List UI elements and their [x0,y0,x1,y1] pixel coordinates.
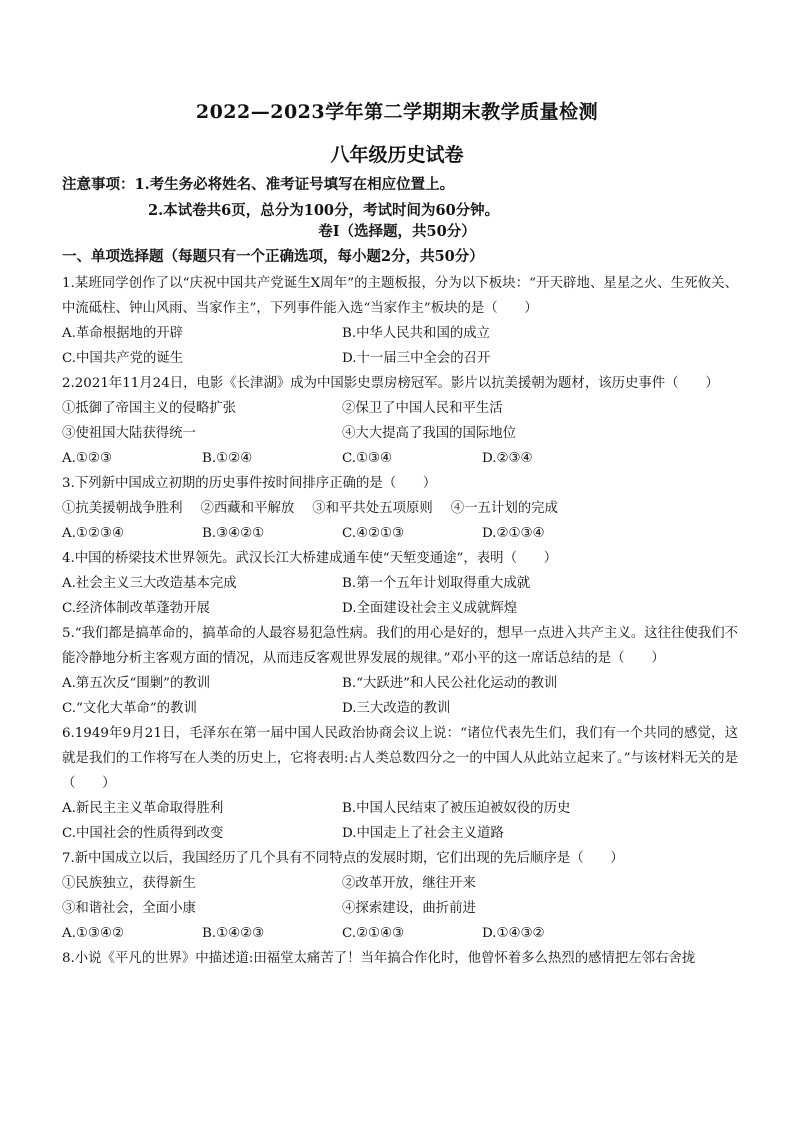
option-row [62,346,738,371]
question-stem: 5.“我们都是搞革命的，搞革命的人最容易犯急性病。我们的用心是好的，想早一点进入共产主义。这往往使我们不能冷静地分析主客观方面的情况，从而违反客观世界发展的规律。”邓小平的这一席话总结的是（ ） [62,626,738,666]
option-row [62,571,738,596]
exam-title: 2022—2023学年第二学期期末教学质量检测 [195,101,599,123]
option: A.革命根据地的开辟 [62,326,184,341]
statement-item: ④大大提高了我国的国际地位 [342,426,517,441]
option: B.中华人民共和国的成立 [342,326,491,341]
statement-item: ②保卫了中国人民和平生活 [342,401,503,416]
option-row [62,696,738,721]
option-row [62,596,738,621]
statement-item: ①抗美援朝战争胜利 [62,501,183,516]
option: D.三大改造的教训 [342,701,451,716]
option-row [62,671,738,696]
notes-label: 注意事项： [62,176,135,193]
option: B.①④②③ [202,926,265,941]
item-row [62,871,738,896]
section-heading: 一、单项选择题（每题只有一个正确选项，每小题2分，共50分） [62,248,484,265]
statement-item: ④一五计划的完成 [450,501,558,516]
option: A.①②③④ [62,526,124,541]
statement-item: ③和谐社会，全面小康 [62,901,196,916]
statement-item: ①民族独立，获得新生 [62,876,196,891]
option: A.①③④② [62,926,124,941]
option: D.②③④ [482,451,533,466]
option: A.新民主主义革命取得胜利 [62,801,224,816]
notes-line-2: 2.本试卷共6页，总分为100分，考试时间为60分钟。 [148,202,500,219]
option-row [62,821,738,846]
question-stem: 3.下列新中国成立初期的历史事件按时间排序正确的是（ ） [62,476,437,491]
option: C.中国社会的性质得到改变 [62,826,224,841]
option: C.中国共产党的诞生 [62,351,184,366]
exam-notes [62,172,499,224]
option: A.社会主义三大改造基本完成 [62,576,237,591]
item-row [62,396,738,421]
option: C.“文化大革命”的教训 [62,701,197,716]
item-row [62,496,738,521]
statement-item: ③和平共处五项原则 [312,501,433,516]
question-list [62,271,738,971]
option: D.十一届三中全会的召开 [342,351,491,366]
option: D.中国走上了社会主义道路 [342,826,504,841]
option: B.中国人民结束了被压迫被奴役的历史 [342,801,571,816]
option: B.第一个五年计划取得重大成就 [342,576,531,591]
option: A.第五次反“围剿”的教训 [62,676,211,691]
option-row [62,446,738,471]
option-row [62,521,738,546]
question-stem: 1.某班同学创作了以“庆祝中国共产党诞生X周年”的主题板报，分为以下板块：“开天辟地、星星之火、生死攸关、中流砥柱、钟山风雨、当家作主”，下列事件能入选“当家作主”板块的是（ ） [62,276,738,316]
statement-item: ②改革开放，继往开来 [342,876,476,891]
statement-item: ④探索建设，曲折前进 [342,901,476,916]
statement-item: ①抵御了帝国主义的侵略扩张 [62,401,237,416]
option: C.经济体制改革蓬勃开展 [62,601,210,616]
option: C.④②①③ [342,526,405,541]
statement-item: ③使祖国大陆获得统一 [62,426,196,441]
volume-heading: 卷Ⅰ（选择题，共50分） [318,223,476,240]
exam-subtitle: 八年级历史试卷 [330,144,464,166]
option-row [62,796,738,821]
option: B.“大跃进”和人民公社化运动的教训 [342,676,558,691]
option-row [62,921,738,946]
option: D.①④③② [482,926,545,941]
question-stem: 4.中国的桥梁技术世界领先。武汉长江大桥建成通车使“天堑变通途”，表明（ ） [62,551,558,566]
item-row [62,421,738,446]
statement-item: ②西藏和平解放 [200,501,295,516]
option: B.①②④ [202,451,253,466]
question-stem: 8.小说《平凡的世界》中描述道:田福堂太痛苦了！当年搞合作化时，他曾怀着多么热烈的感情把左邻右舍拢 [62,951,696,966]
question-stem: 2.2021年11月24日，电影《长津湖》成为中国影史票房榜冠军。影片以抗美援朝为题材，该历史事件（ ） [62,376,719,391]
option-row [62,321,738,346]
option: C.②①④③ [342,926,405,941]
item-row [62,896,738,921]
option: D.②①③④ [482,526,545,541]
question-stem: 7.新中国成立以后，我国经历了几个具有不同特点的发展时期，它们出现的先后顺序是（ ） [62,851,624,866]
notes-line-1: 1.考生务必将姓名、准考证号填写在相应位置上。 [134,176,455,193]
option: B.③④②① [202,526,265,541]
option: A.①②③ [62,451,112,466]
option: C.①③④ [342,451,393,466]
option: D.全面建设社会主义成就辉煌 [342,601,518,616]
question-stem: 6.1949年9月21日，毛泽东在第一届中国人民政治协商会议上说：“诸位代表先生们，我们有一个共同的感觉，这就是我们的工作将写在人类的历史上，它将表明:占人类总数四分之一的中国人从此站立起来了。”与该材料无关的是（ ） [62,726,738,791]
